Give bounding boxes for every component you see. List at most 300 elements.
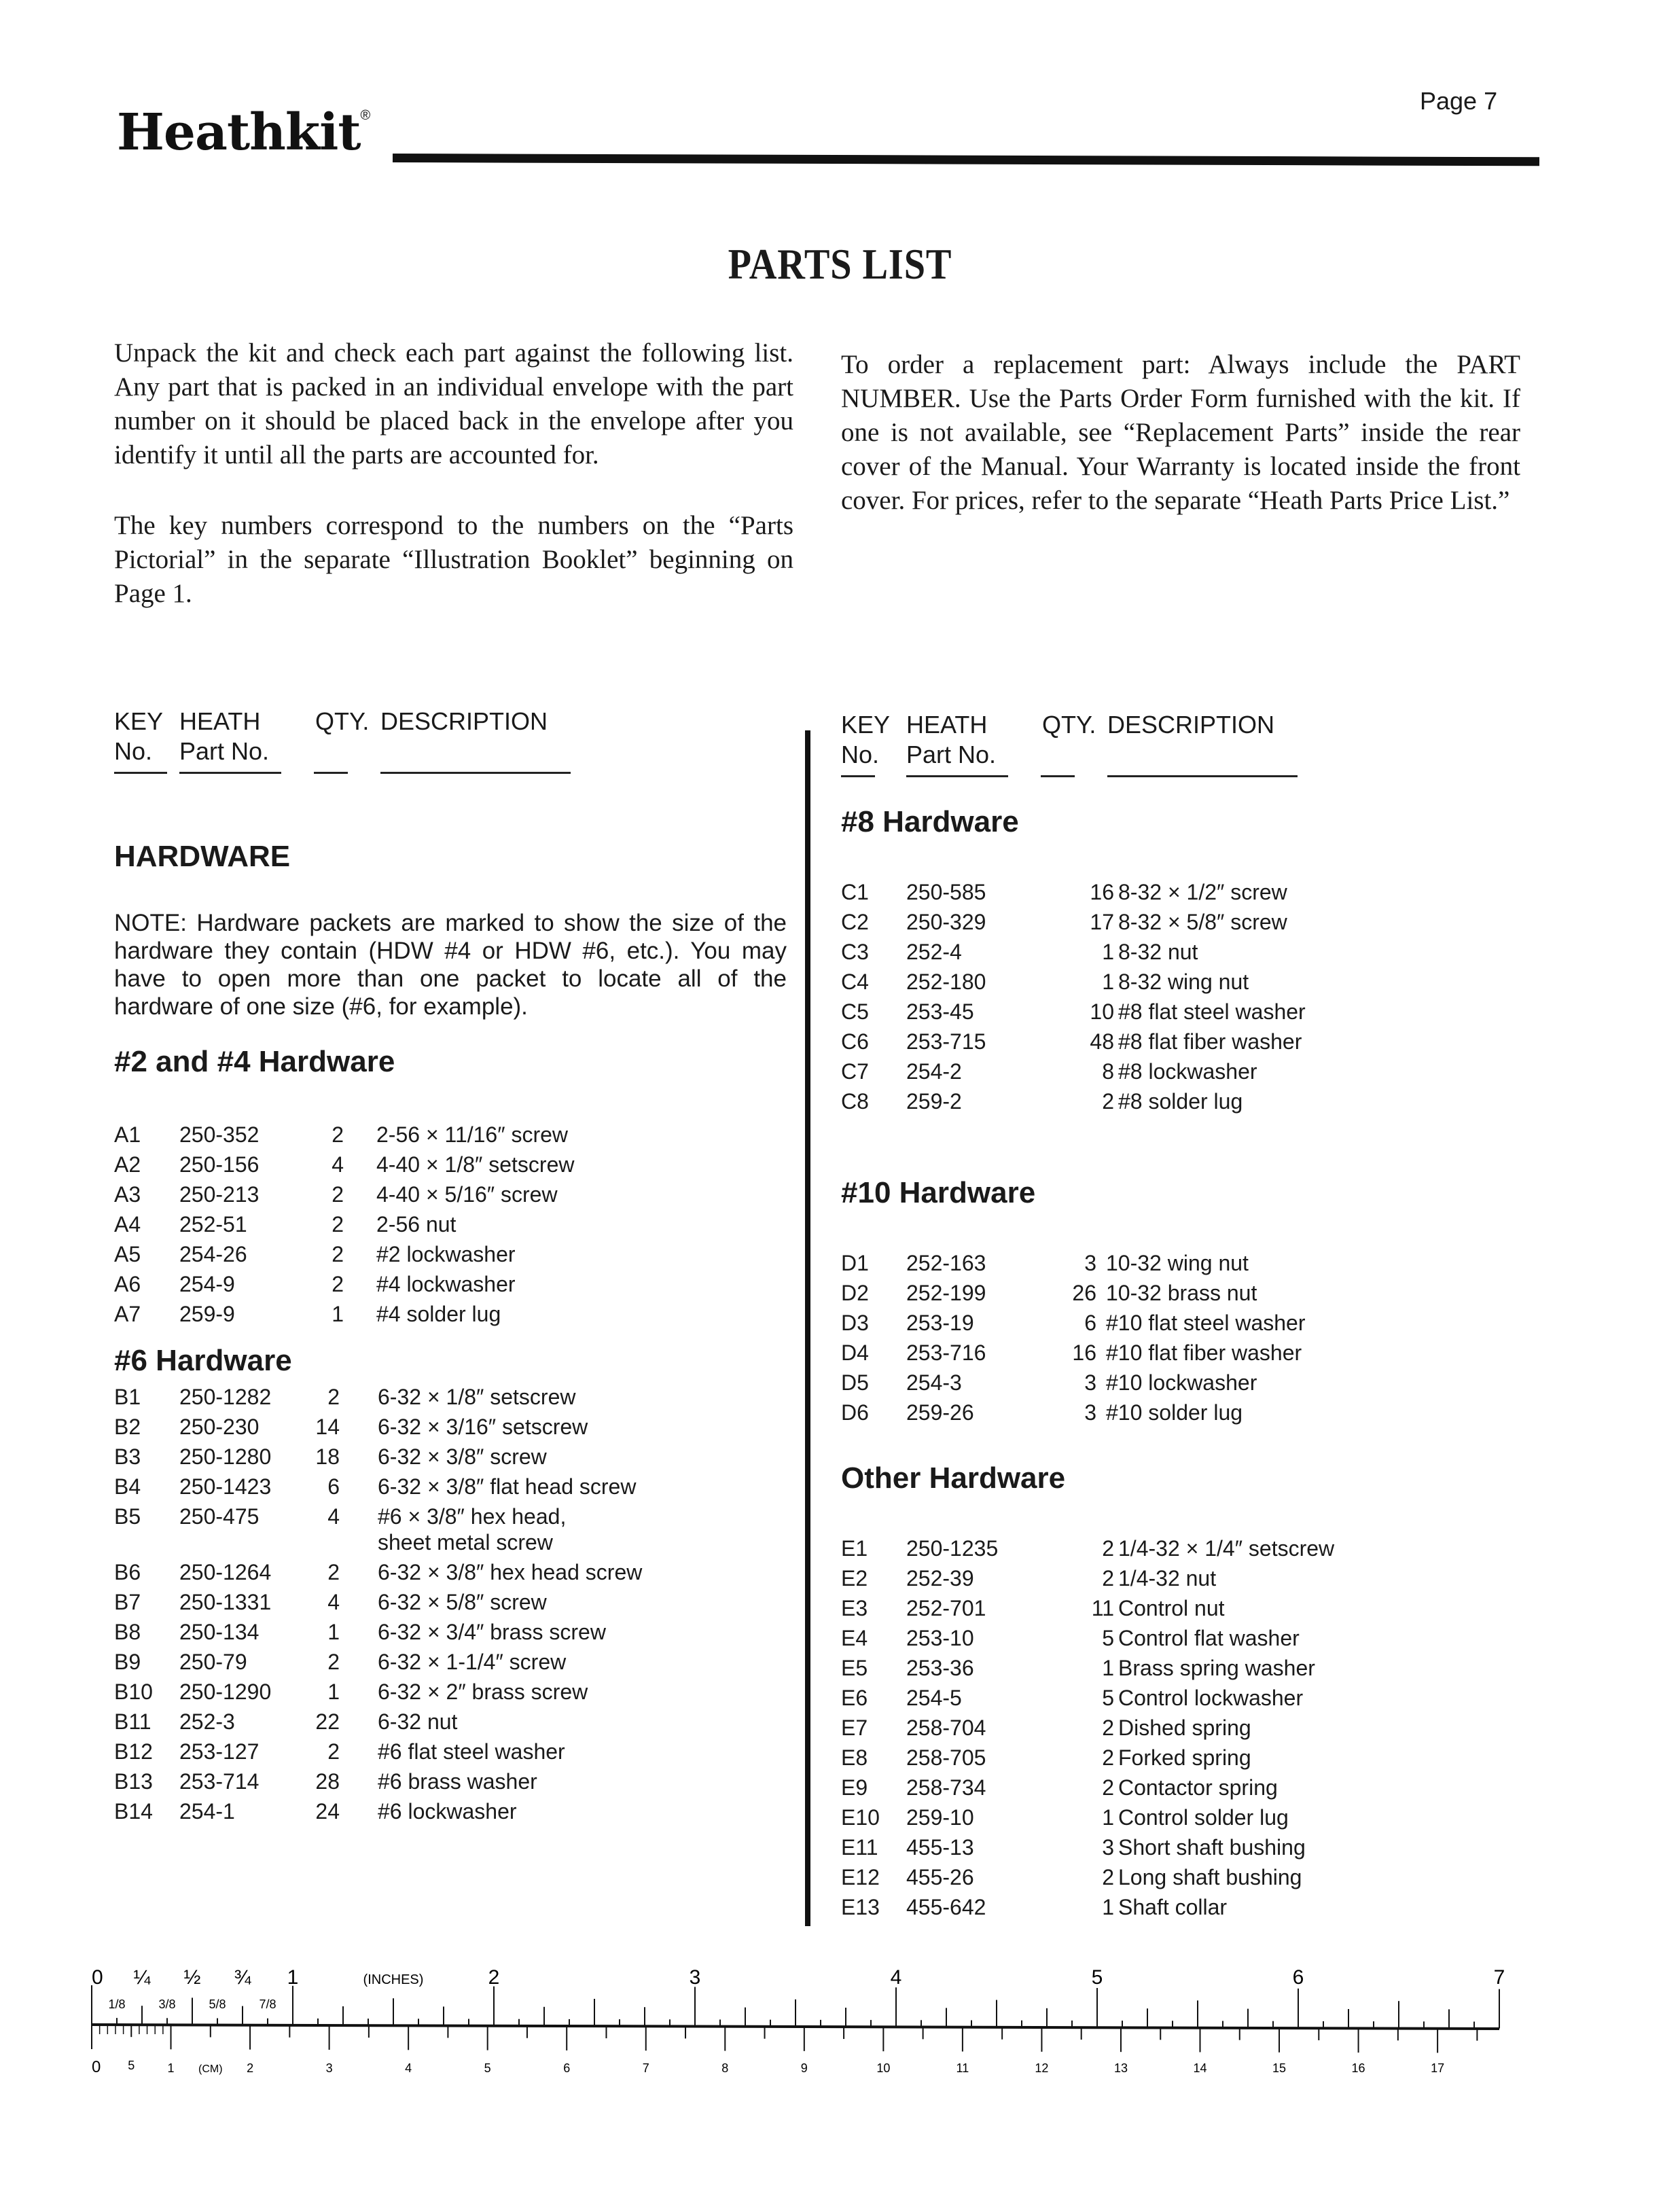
page-number: Page 7 — [1420, 87, 1498, 115]
quantity: 3 — [1084, 1251, 1096, 1275]
svg-text:12: 12 — [1035, 2061, 1049, 2075]
key-number: D4 — [841, 1340, 869, 1365]
description: 10-32 brass nut — [1106, 1281, 1257, 1305]
key-number: C6 — [841, 1029, 869, 1054]
svg-text:15: 15 — [1272, 2061, 1287, 2075]
heath-part-number: 250-1282 — [179, 1385, 272, 1409]
description: Control solder lug — [1118, 1805, 1289, 1830]
key-number: D2 — [841, 1281, 869, 1305]
key-number: B5 — [114, 1504, 141, 1529]
description: 2-56 nut — [376, 1212, 457, 1237]
heath-part-number: 254-2 — [906, 1059, 962, 1084]
left-parts-column — [114, 707, 787, 1826]
svg-text:3: 3 — [689, 1966, 701, 1989]
quantity: 1 — [1102, 970, 1114, 994]
part-row — [114, 1502, 787, 1557]
heath-part-number: 252-701 — [906, 1596, 986, 1620]
key-number: C1 — [841, 880, 869, 904]
ruler-scale — [85, 1957, 1512, 2079]
quantity: 2 — [332, 1272, 344, 1296]
hardware-title: HARDWARE — [114, 840, 291, 873]
description: 6-32 × 3/8″ hex head screw — [378, 1560, 643, 1584]
key-number: D5 — [841, 1370, 869, 1395]
key-number: B12 — [114, 1739, 153, 1764]
header-underline — [1107, 775, 1298, 777]
key-number: E5 — [841, 1656, 868, 1680]
key-number: B11 — [114, 1709, 151, 1734]
quantity: 2 — [1102, 1775, 1114, 1800]
key-number: A3 — [114, 1182, 141, 1207]
heath-part-number: 250-79 — [179, 1650, 247, 1674]
svg-text:(CM): (CM) — [198, 2063, 223, 2075]
header-rule — [393, 154, 1539, 166]
quantity: 2 — [327, 1560, 340, 1584]
key-header: KEY No. — [114, 707, 164, 765]
key-number: E12 — [841, 1865, 880, 1889]
description: #10 flat steel washer — [1106, 1311, 1306, 1335]
key-number: B3 — [114, 1444, 141, 1469]
description: Brass spring washer — [1118, 1656, 1315, 1680]
heath-part-header: HEATH Part No. — [179, 707, 270, 765]
key-number: B8 — [114, 1620, 141, 1644]
heath-part-number: 455-642 — [906, 1895, 986, 1919]
key-number: C8 — [841, 1089, 869, 1114]
description: 8-32 wing nut — [1118, 970, 1249, 994]
description: #8 solder lug — [1118, 1089, 1243, 1114]
part-row — [841, 1773, 1514, 1802]
heath-part-number: 250-1423 — [179, 1474, 272, 1499]
heath-part-number: 259-26 — [906, 1400, 974, 1425]
parts-list-6 — [114, 1382, 787, 1826]
part-row — [841, 1086, 1514, 1116]
heath-part-number: 253-127 — [179, 1739, 260, 1764]
heath-part-number: 250-352 — [179, 1122, 260, 1147]
heath-part-number: 455-26 — [906, 1865, 974, 1889]
right-parts-column — [841, 710, 1514, 1922]
svg-text:7/8: 7/8 — [259, 1997, 276, 2011]
heath-part-number: 259-9 — [179, 1302, 235, 1326]
header-underline — [380, 772, 571, 774]
description: Control lockwasher — [1118, 1686, 1304, 1710]
intro-paragraph: The key numbers correspond to the numbers on the “Parts Pictorial” in the separate “Illustration Booklet” beginning on Page 1. — [114, 511, 793, 608]
key-number: E8 — [841, 1745, 868, 1770]
quantity: 2 — [332, 1182, 344, 1207]
svg-text:3: 3 — [325, 2061, 333, 2075]
heath-part-number: 254-1 — [179, 1799, 235, 1824]
part-row — [114, 1677, 787, 1707]
description: #6 brass washer — [378, 1769, 537, 1794]
svg-text:9: 9 — [800, 2061, 808, 2075]
description: 6-32 × 3/4″ brass screw — [378, 1620, 606, 1644]
heath-part-number: 250-230 — [179, 1415, 260, 1439]
svg-text:10: 10 — [876, 2061, 891, 2075]
section-title-10-hardware: #10 Hardware — [841, 1176, 1036, 1209]
part-row — [841, 1533, 1514, 1563]
section-title-8-hardware: #8 Hardware — [841, 805, 1019, 838]
heath-part-number: 254-3 — [906, 1370, 962, 1395]
header-underline — [841, 775, 875, 777]
key-number: A1 — [114, 1122, 141, 1147]
quantity: 2 — [1102, 1745, 1114, 1770]
part-row — [841, 1802, 1514, 1832]
description: 6-32 × 3/8″ screw — [378, 1444, 547, 1469]
quantity: 1 — [1102, 1805, 1114, 1830]
key-number: E11 — [841, 1835, 878, 1860]
part-row — [114, 1442, 787, 1472]
heath-part-number: 259-10 — [906, 1805, 974, 1830]
key-number: B10 — [114, 1680, 153, 1704]
description: Short shaft bushing — [1118, 1835, 1306, 1860]
heath-part-number: 455-13 — [906, 1835, 974, 1860]
svg-text:16: 16 — [1351, 2061, 1365, 2075]
heath-part-header: HEATH Part No. — [906, 711, 997, 768]
description: #10 flat fiber washer — [1106, 1340, 1302, 1365]
quantity: 1 — [1102, 1656, 1114, 1680]
heath-part-number: 250-329 — [906, 910, 986, 934]
quantity: 6 — [327, 1474, 340, 1499]
quantity: 17 — [1090, 910, 1114, 934]
part-row — [841, 1056, 1514, 1086]
quantity: 2 — [327, 1739, 340, 1764]
quantity: 5 — [1102, 1626, 1114, 1650]
part-row — [841, 1278, 1514, 1308]
heath-part-number: 250-1290 — [179, 1680, 272, 1704]
description-continued: sheet metal screw — [378, 1530, 553, 1555]
quantity: 1 — [1102, 940, 1114, 964]
key-number: B2 — [114, 1415, 141, 1439]
column-divider — [805, 730, 810, 1926]
description: #6 lockwasher — [378, 1799, 517, 1824]
part-row — [114, 1587, 787, 1617]
qty-header: QTY. — [1042, 711, 1096, 739]
part-row — [841, 1862, 1514, 1892]
description: 8-32 nut — [1118, 940, 1198, 964]
part-row — [841, 1398, 1514, 1427]
quantity: 14 — [315, 1415, 340, 1439]
part-row — [114, 1617, 787, 1647]
heath-part-number: 250-1331 — [179, 1590, 272, 1614]
description: 6-32 nut — [378, 1709, 458, 1734]
header-underline — [179, 772, 281, 774]
key-number: E6 — [841, 1686, 868, 1710]
key-number: C2 — [841, 910, 869, 934]
parts-list-2-4 — [114, 1120, 787, 1329]
key-number: D1 — [841, 1251, 869, 1275]
heath-part-number: 252-199 — [906, 1281, 986, 1305]
quantity: 48 — [1090, 1029, 1114, 1054]
description: Shaft collar — [1118, 1895, 1228, 1919]
svg-text:7: 7 — [642, 2061, 649, 2075]
part-row — [841, 1368, 1514, 1398]
parts-list-8 — [841, 877, 1514, 1116]
part-row — [114, 1299, 787, 1329]
part-row — [841, 1593, 1514, 1623]
heath-part-number: 254-9 — [179, 1272, 235, 1296]
key-number: E9 — [841, 1775, 868, 1800]
key-number: E2 — [841, 1566, 868, 1591]
header-underline — [1041, 775, 1075, 777]
svg-text:17: 17 — [1431, 2061, 1445, 2075]
key-number: B4 — [114, 1474, 141, 1499]
key-number: E3 — [841, 1596, 868, 1620]
description: #10 solder lug — [1106, 1400, 1243, 1425]
heath-part-number: 258-734 — [906, 1775, 986, 1800]
part-row — [841, 1653, 1514, 1683]
intro-left — [114, 336, 793, 647]
svg-text:2: 2 — [247, 2061, 254, 2075]
heath-part-number: 252-51 — [179, 1212, 247, 1237]
heath-part-number: 253-715 — [906, 1029, 986, 1054]
part-row — [114, 1796, 787, 1826]
heath-part-number: 252-4 — [906, 940, 962, 964]
quantity: 2 — [332, 1242, 344, 1266]
svg-text:5: 5 — [1091, 1966, 1103, 1989]
quantity: 2 — [1102, 1089, 1114, 1114]
heath-part-number: 254-5 — [906, 1686, 962, 1710]
key-number: D6 — [841, 1400, 869, 1425]
description: 6-32 × 1-1/4″ screw — [378, 1650, 567, 1674]
heath-part-number: 250-475 — [179, 1504, 260, 1529]
quantity: 22 — [315, 1709, 340, 1734]
quantity: 3 — [1084, 1370, 1096, 1395]
heath-part-number: 258-705 — [906, 1745, 986, 1770]
svg-text:1/8: 1/8 — [108, 1997, 126, 2011]
part-row — [841, 1713, 1514, 1743]
registered-mark: ® — [360, 108, 370, 123]
quantity: 24 — [315, 1799, 340, 1824]
quantity: 1 — [332, 1302, 344, 1326]
quantity: 2 — [1102, 1716, 1114, 1740]
header-underline — [906, 775, 1008, 777]
key-number: A6 — [114, 1272, 141, 1296]
description: 6-32 × 5/8″ screw — [378, 1590, 547, 1614]
description: 6-32 × 3/8″ flat head screw — [378, 1474, 637, 1499]
quantity: 3 — [1084, 1400, 1096, 1425]
svg-text:0: 0 — [92, 2058, 101, 2076]
quantity: 6 — [1084, 1311, 1096, 1335]
ordering-paragraph: To order a replacement part: Always include the PART NUMBER. Use the Parts Order Form furnished with the kit. If one is not available, see “Replacement Parts” inside the rear cover of the Manual. Your Warranty is located inside the front cover. For prices, refer to the separate “Heath Parts Price List.” — [841, 350, 1520, 515]
heath-part-number: 250-1235 — [906, 1536, 999, 1561]
part-row — [114, 1382, 787, 1412]
description: #4 lockwasher — [376, 1272, 516, 1296]
description: Control flat washer — [1118, 1626, 1300, 1650]
part-row — [841, 1248, 1514, 1278]
description: #4 solder lug — [376, 1302, 501, 1326]
part-row — [841, 1308, 1514, 1338]
description: 6-32 × 3/16″ setscrew — [378, 1415, 588, 1439]
key-number: B6 — [114, 1560, 141, 1584]
key-number: C7 — [841, 1059, 869, 1084]
quantity: 10 — [1090, 999, 1114, 1024]
svg-text:¾: ¾ — [234, 1966, 251, 1989]
heath-part-number: 259-2 — [906, 1089, 962, 1114]
description: 8-32 × 1/2″ screw — [1118, 880, 1287, 904]
part-row — [114, 1120, 787, 1150]
quantity: 2 — [332, 1212, 344, 1237]
column-header — [841, 710, 1514, 792]
description: #8 flat steel washer — [1118, 999, 1306, 1024]
page-title: PARTS LIST — [728, 240, 952, 288]
svg-text:½: ½ — [183, 1966, 201, 1989]
part-row — [114, 1707, 787, 1737]
description: #10 lockwasher — [1106, 1370, 1257, 1395]
hardware-note: NOTE: Hardware packets are marked to show the size of the hardware they contain (HDW #4 or HDW #6, etc.). You may have to open more than one packet to locate all of the hardware of one size (#6, for example). — [114, 910, 787, 1020]
svg-text:14: 14 — [1193, 2061, 1207, 2075]
intro-paragraph: Unpack the kit and check each part against the following list. Any part that is packed in an individual envelope with the part number on it should be placed back in the envelope after you identify it until all the parts are accounted for. — [114, 338, 793, 469]
quantity: 2 — [1102, 1536, 1114, 1561]
part-row — [841, 907, 1514, 937]
key-number: C4 — [841, 970, 869, 994]
header-underline — [314, 772, 348, 774]
heath-part-number: 250-1280 — [179, 1444, 272, 1469]
svg-text:¼: ¼ — [133, 1966, 151, 1989]
description: #8 flat fiber washer — [1118, 1029, 1302, 1054]
heath-part-number: 250-156 — [179, 1152, 260, 1177]
heath-part-number: 252-39 — [906, 1566, 974, 1591]
key-number: E10 — [841, 1805, 880, 1830]
key-number: B7 — [114, 1590, 141, 1614]
part-row — [114, 1209, 787, 1239]
quantity: 16 — [1072, 1340, 1096, 1365]
key-number: E7 — [841, 1716, 868, 1740]
heath-part-number: 253-10 — [906, 1626, 974, 1650]
svg-text:(INCHES): (INCHES) — [363, 1972, 424, 1987]
part-row — [114, 1179, 787, 1209]
description: 4-40 × 5/16″ screw — [376, 1182, 558, 1207]
description: #6 × 3/8″ hex head, — [378, 1504, 567, 1529]
key-number: B9 — [114, 1650, 141, 1674]
parts-list-other — [841, 1533, 1514, 1922]
heath-part-number: 253-45 — [906, 999, 974, 1024]
brand-name: Heathkit — [117, 103, 361, 162]
quantity: 3 — [1102, 1835, 1114, 1860]
key-header: KEY No. — [841, 711, 891, 768]
section-title-other-hardware: Other Hardware — [841, 1461, 1066, 1495]
key-number: B13 — [114, 1769, 153, 1794]
key-number: E13 — [841, 1895, 880, 1919]
qty-header: QTY. — [315, 707, 370, 735]
heath-part-number: 250-585 — [906, 880, 986, 904]
header-underline — [114, 772, 167, 774]
svg-text:3/8: 3/8 — [158, 1997, 176, 2011]
part-row — [841, 1743, 1514, 1773]
quantity: 1 — [1102, 1895, 1114, 1919]
part-row — [841, 1563, 1514, 1593]
description-header: DESCRIPTION — [1107, 711, 1275, 739]
part-row — [114, 1412, 787, 1442]
description: 2-56 × 11/16″ screw — [376, 1122, 568, 1147]
parts-list-10 — [841, 1248, 1514, 1427]
description: 6-32 × 2″ brass screw — [378, 1680, 588, 1704]
quantity: 2 — [1102, 1865, 1114, 1889]
key-number: C3 — [841, 940, 869, 964]
part-row — [114, 1472, 787, 1502]
quantity: 4 — [327, 1504, 340, 1529]
part-row — [841, 1892, 1514, 1922]
quantity: 16 — [1090, 880, 1114, 904]
heath-part-number: 250-134 — [179, 1620, 260, 1644]
svg-text:8: 8 — [721, 2061, 729, 2075]
description: 1/4-32 nut — [1118, 1566, 1217, 1591]
svg-text:5: 5 — [484, 2061, 491, 2075]
description-header: DESCRIPTION — [380, 707, 548, 735]
heath-part-number: 254-26 — [179, 1242, 247, 1266]
quantity: 11 — [1091, 1596, 1114, 1620]
heath-part-number: 253-36 — [906, 1656, 974, 1680]
section-title-2-4-hardware: #2 and #4 Hardware — [114, 1045, 395, 1078]
key-number: B1 — [114, 1385, 141, 1409]
part-row — [114, 1766, 787, 1796]
svg-text:0: 0 — [92, 1966, 103, 1989]
measurement-ruler — [85, 1957, 1512, 2079]
heath-part-number: 252-163 — [906, 1251, 986, 1275]
description: 1/4-32 × 1/4″ setscrew — [1118, 1536, 1335, 1561]
part-row — [114, 1150, 787, 1179]
part-row — [841, 1683, 1514, 1713]
heath-part-number: 250-213 — [179, 1182, 260, 1207]
heath-part-number: 252-3 — [179, 1709, 235, 1734]
part-row — [841, 877, 1514, 907]
description: Forked spring — [1118, 1745, 1251, 1770]
quantity: 8 — [1102, 1059, 1114, 1084]
description: #8 lockwasher — [1118, 1059, 1257, 1084]
part-row — [841, 1832, 1514, 1862]
quantity: 2 — [332, 1122, 344, 1147]
svg-text:6: 6 — [563, 2061, 571, 2075]
heath-part-number: 253-716 — [906, 1340, 986, 1365]
part-row — [114, 1737, 787, 1766]
heath-part-number: 253-19 — [906, 1311, 974, 1335]
description: 8-32 × 5/8″ screw — [1118, 910, 1287, 934]
quantity: 26 — [1072, 1281, 1096, 1305]
key-number: E4 — [841, 1626, 868, 1650]
quantity: 5 — [1102, 1686, 1114, 1710]
svg-text:2: 2 — [488, 1966, 500, 1989]
column-header — [114, 707, 787, 788]
svg-text:7: 7 — [1493, 1966, 1505, 1989]
heath-part-number: 252-180 — [906, 970, 986, 994]
quantity: 1 — [327, 1680, 340, 1704]
svg-text:1: 1 — [287, 1966, 299, 1989]
part-row — [114, 1557, 787, 1587]
quantity: 4 — [332, 1152, 344, 1177]
heath-part-number: 258-704 — [906, 1716, 986, 1740]
quantity: 2 — [1102, 1566, 1114, 1591]
svg-text:11: 11 — [956, 2061, 969, 2075]
heath-part-number: 250-1264 — [179, 1560, 272, 1584]
part-row — [841, 997, 1514, 1027]
quantity: 1 — [327, 1620, 340, 1644]
description: 4-40 × 1/8″ setscrew — [376, 1152, 575, 1177]
description: 10-32 wing nut — [1106, 1251, 1249, 1275]
part-row — [841, 967, 1514, 997]
key-number: A7 — [114, 1302, 141, 1326]
quantity: 2 — [327, 1650, 340, 1674]
svg-text:1: 1 — [167, 2061, 175, 2075]
description: #2 lockwasher — [376, 1242, 516, 1266]
description: 6-32 × 1/8″ setscrew — [378, 1385, 576, 1409]
key-number: D3 — [841, 1311, 869, 1335]
part-row — [841, 1623, 1514, 1653]
quantity: 18 — [315, 1444, 340, 1469]
description: #6 flat steel washer — [378, 1739, 565, 1764]
heath-part-number: 253-714 — [179, 1769, 260, 1794]
svg-text:5: 5 — [128, 2059, 135, 2072]
key-number: B14 — [114, 1799, 153, 1824]
part-row — [841, 1027, 1514, 1056]
part-row — [114, 1239, 787, 1269]
description: Long shaft bushing — [1118, 1865, 1302, 1889]
